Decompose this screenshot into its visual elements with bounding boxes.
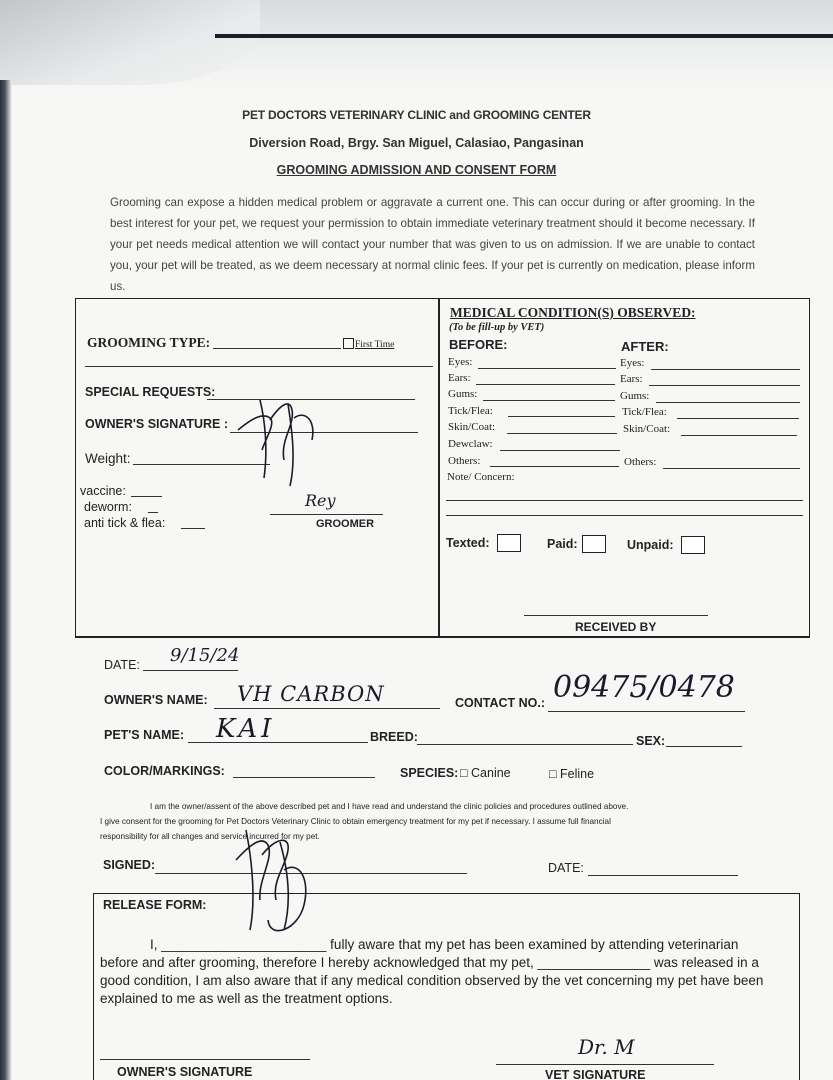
medical-title: MEDICAL CONDITION(S) OBSERVED:	[450, 305, 696, 320]
texted-label: Texted:	[446, 536, 490, 550]
first-time-checkbox[interactable]	[343, 338, 354, 349]
before-gums-label: Gums:	[448, 388, 478, 400]
vet-signature-handwriting: Dr. M	[578, 1035, 635, 1059]
received-by-label: RECEIVED BY	[575, 620, 657, 634]
release-owner-signature-label: OWNER'S SIGNATURE	[117, 1065, 253, 1079]
paper-edge	[215, 34, 833, 38]
anti-tick-line	[181, 528, 205, 529]
after-label: AFTER:	[621, 339, 669, 354]
before-skin-label: Skin/Coat:	[448, 421, 496, 433]
before-skin-line	[507, 433, 617, 434]
after-ears-label: Ears:	[620, 373, 643, 385]
before-tick-line	[508, 416, 615, 417]
note-line-1	[446, 500, 803, 501]
date-line	[143, 670, 238, 671]
release-line-4: explained to me as well as the treatment options.	[100, 991, 393, 1006]
vaccine-line	[131, 496, 162, 497]
owner-signature-line	[230, 432, 418, 433]
feline-option[interactable]: □ Feline	[549, 767, 595, 781]
before-ears-label: Ears:	[448, 372, 471, 384]
intro-paragraph: Grooming can expose a hidden medical problem or aggravate a current one. This can occur during or after grooming. In the best interest for your pet, we request your permission to obtain immediate veterinary treatment should it become necessary. If your pet needs medical attention we will contact your number that was given to us on admission. If we are unable to contact you, your pet will be treated, as we deem necessary at normal clinic fees. If your pet is currently on medication, please inform us.	[110, 196, 755, 293]
breed-label: BREED:	[370, 730, 418, 744]
sex-line	[666, 746, 742, 747]
owner-signature-label: OWNER'S SIGNATURE :	[85, 417, 229, 431]
release-line-2: before and after grooming, therefore I hereby acknowledged that my pet, _______________ was released in a	[100, 955, 759, 970]
grooming-type-line	[213, 348, 341, 349]
form-title: GROOMING ADMISSION AND CONSENT FORM	[276, 163, 557, 177]
contact-line	[548, 711, 745, 712]
sex-label: SEX:	[636, 734, 666, 748]
paid-checkbox[interactable]	[582, 535, 606, 553]
received-by-line	[524, 615, 708, 616]
consent-date-label: DATE:	[548, 861, 584, 875]
after-others-label: Others:	[624, 456, 657, 468]
unpaid-checkbox[interactable]	[681, 536, 705, 554]
before-label: BEFORE:	[449, 337, 508, 352]
consent-line-2: I give consent for the grooming for Pet Doctors Veterinary Clinic to obtain emergency treatment for my pet if necessary. I assume full financial	[100, 817, 611, 826]
species-label: SPECIES:	[400, 766, 459, 780]
before-others-line	[490, 466, 619, 467]
first-time-label: First Time	[355, 340, 395, 350]
color-markings-line	[233, 777, 375, 778]
release-line-3: good condition, I am also aware that if any medical condition observed by the vet concerning my pet have been	[100, 973, 764, 988]
before-dewclaw-line	[500, 450, 620, 451]
signed-line	[155, 873, 467, 874]
groomer-label: GROOMER	[316, 518, 375, 530]
unpaid-label: Unpaid:	[627, 538, 674, 552]
box-divider	[438, 299, 440, 637]
date-handwriting: 9/15/24	[170, 645, 240, 666]
anti-tick-label: anti tick & flea:	[84, 516, 166, 530]
texted-checkbox[interactable]	[497, 534, 521, 552]
vaccine-label: vaccine:	[80, 484, 126, 498]
before-eyes-line	[478, 368, 616, 369]
deworm-line	[148, 512, 158, 513]
after-tick-label: Tick/Flea:	[622, 406, 667, 418]
consent-date-line	[588, 875, 738, 876]
release-owner-line	[100, 1059, 310, 1060]
before-eyes-label: Eyes:	[448, 356, 473, 368]
after-gums-line	[656, 402, 800, 403]
consent-line-3: responsibility for all changes and service incurred for my pet.	[100, 832, 320, 841]
after-eyes-line	[651, 369, 800, 370]
after-skin-line	[681, 435, 797, 436]
consent-line-1: I am the owner/assent of the above described pet and I have read and understand the clinic policies and procedures outlined above.	[150, 802, 629, 811]
weight-line	[133, 464, 270, 465]
medical-note: (To be fill-up by VET)	[449, 322, 545, 333]
release-body	[100, 936, 795, 1008]
after-others-line	[663, 468, 800, 469]
special-requests-label: SPECIAL REQUESTS:	[85, 385, 216, 399]
before-dewclaw-label: Dewclaw:	[448, 438, 493, 450]
deworm-label: deworm:	[84, 500, 132, 514]
before-gums-line	[483, 400, 615, 401]
contact-label: CONTACT NO.:	[455, 696, 546, 710]
color-markings-label: COLOR/MARKINGS:	[104, 764, 225, 778]
release-title: RELEASE FORM:	[103, 898, 207, 912]
after-eyes-label: Eyes:	[620, 357, 645, 369]
after-gums-label: Gums:	[620, 390, 650, 402]
breed-line	[417, 744, 633, 745]
weight-label: Weight:	[85, 451, 131, 466]
paid-label: Paid:	[547, 537, 578, 551]
date-label: DATE:	[104, 658, 140, 672]
owner-name-line	[214, 708, 440, 709]
after-tick-line	[677, 418, 799, 419]
pet-name-label: PET'S NAME:	[104, 728, 185, 742]
owner-name-handwriting: VH CARBON	[237, 682, 385, 706]
before-ears-line	[476, 384, 615, 385]
before-tick-label: Tick/Flea:	[448, 405, 493, 417]
note-concern-label: Note/ Concern:	[447, 471, 515, 483]
before-others-label: Others:	[448, 455, 481, 467]
pet-name-handwriting: KAI	[216, 714, 276, 744]
groomer-handwriting: Rey	[305, 491, 336, 510]
after-skin-label: Skin/Coat:	[623, 423, 671, 435]
canine-option[interactable]: □ Canine	[460, 766, 511, 780]
grooming-type-label: GROOMING TYPE:	[87, 335, 211, 350]
groomer-line	[270, 514, 383, 515]
pet-name-line	[188, 742, 368, 743]
clinic-address: Diversion Road, Brgy. San Miguel, Calasiao, Pangasinan	[249, 136, 584, 150]
after-ears-line	[649, 385, 800, 386]
release-vet-signature-label: VET SIGNATURE	[545, 1068, 646, 1080]
grooming-line-2	[85, 366, 433, 367]
special-requests-line	[207, 399, 415, 400]
release-line-1: I, ______________________ fully aware that my pet has been examined by attending veterinarian	[150, 937, 739, 952]
note-line-2	[446, 515, 803, 516]
owner-name-label: OWNER'S NAME:	[104, 693, 208, 707]
signed-label: SIGNED:	[103, 858, 156, 872]
consent-text	[100, 799, 760, 844]
scan-edge	[0, 80, 12, 1080]
release-vet-line	[496, 1064, 714, 1065]
clinic-name: PET DOCTORS VETERINARY CLINIC and GROOMING CENTER	[242, 108, 591, 122]
contact-handwriting: 09475/0478	[553, 670, 735, 705]
